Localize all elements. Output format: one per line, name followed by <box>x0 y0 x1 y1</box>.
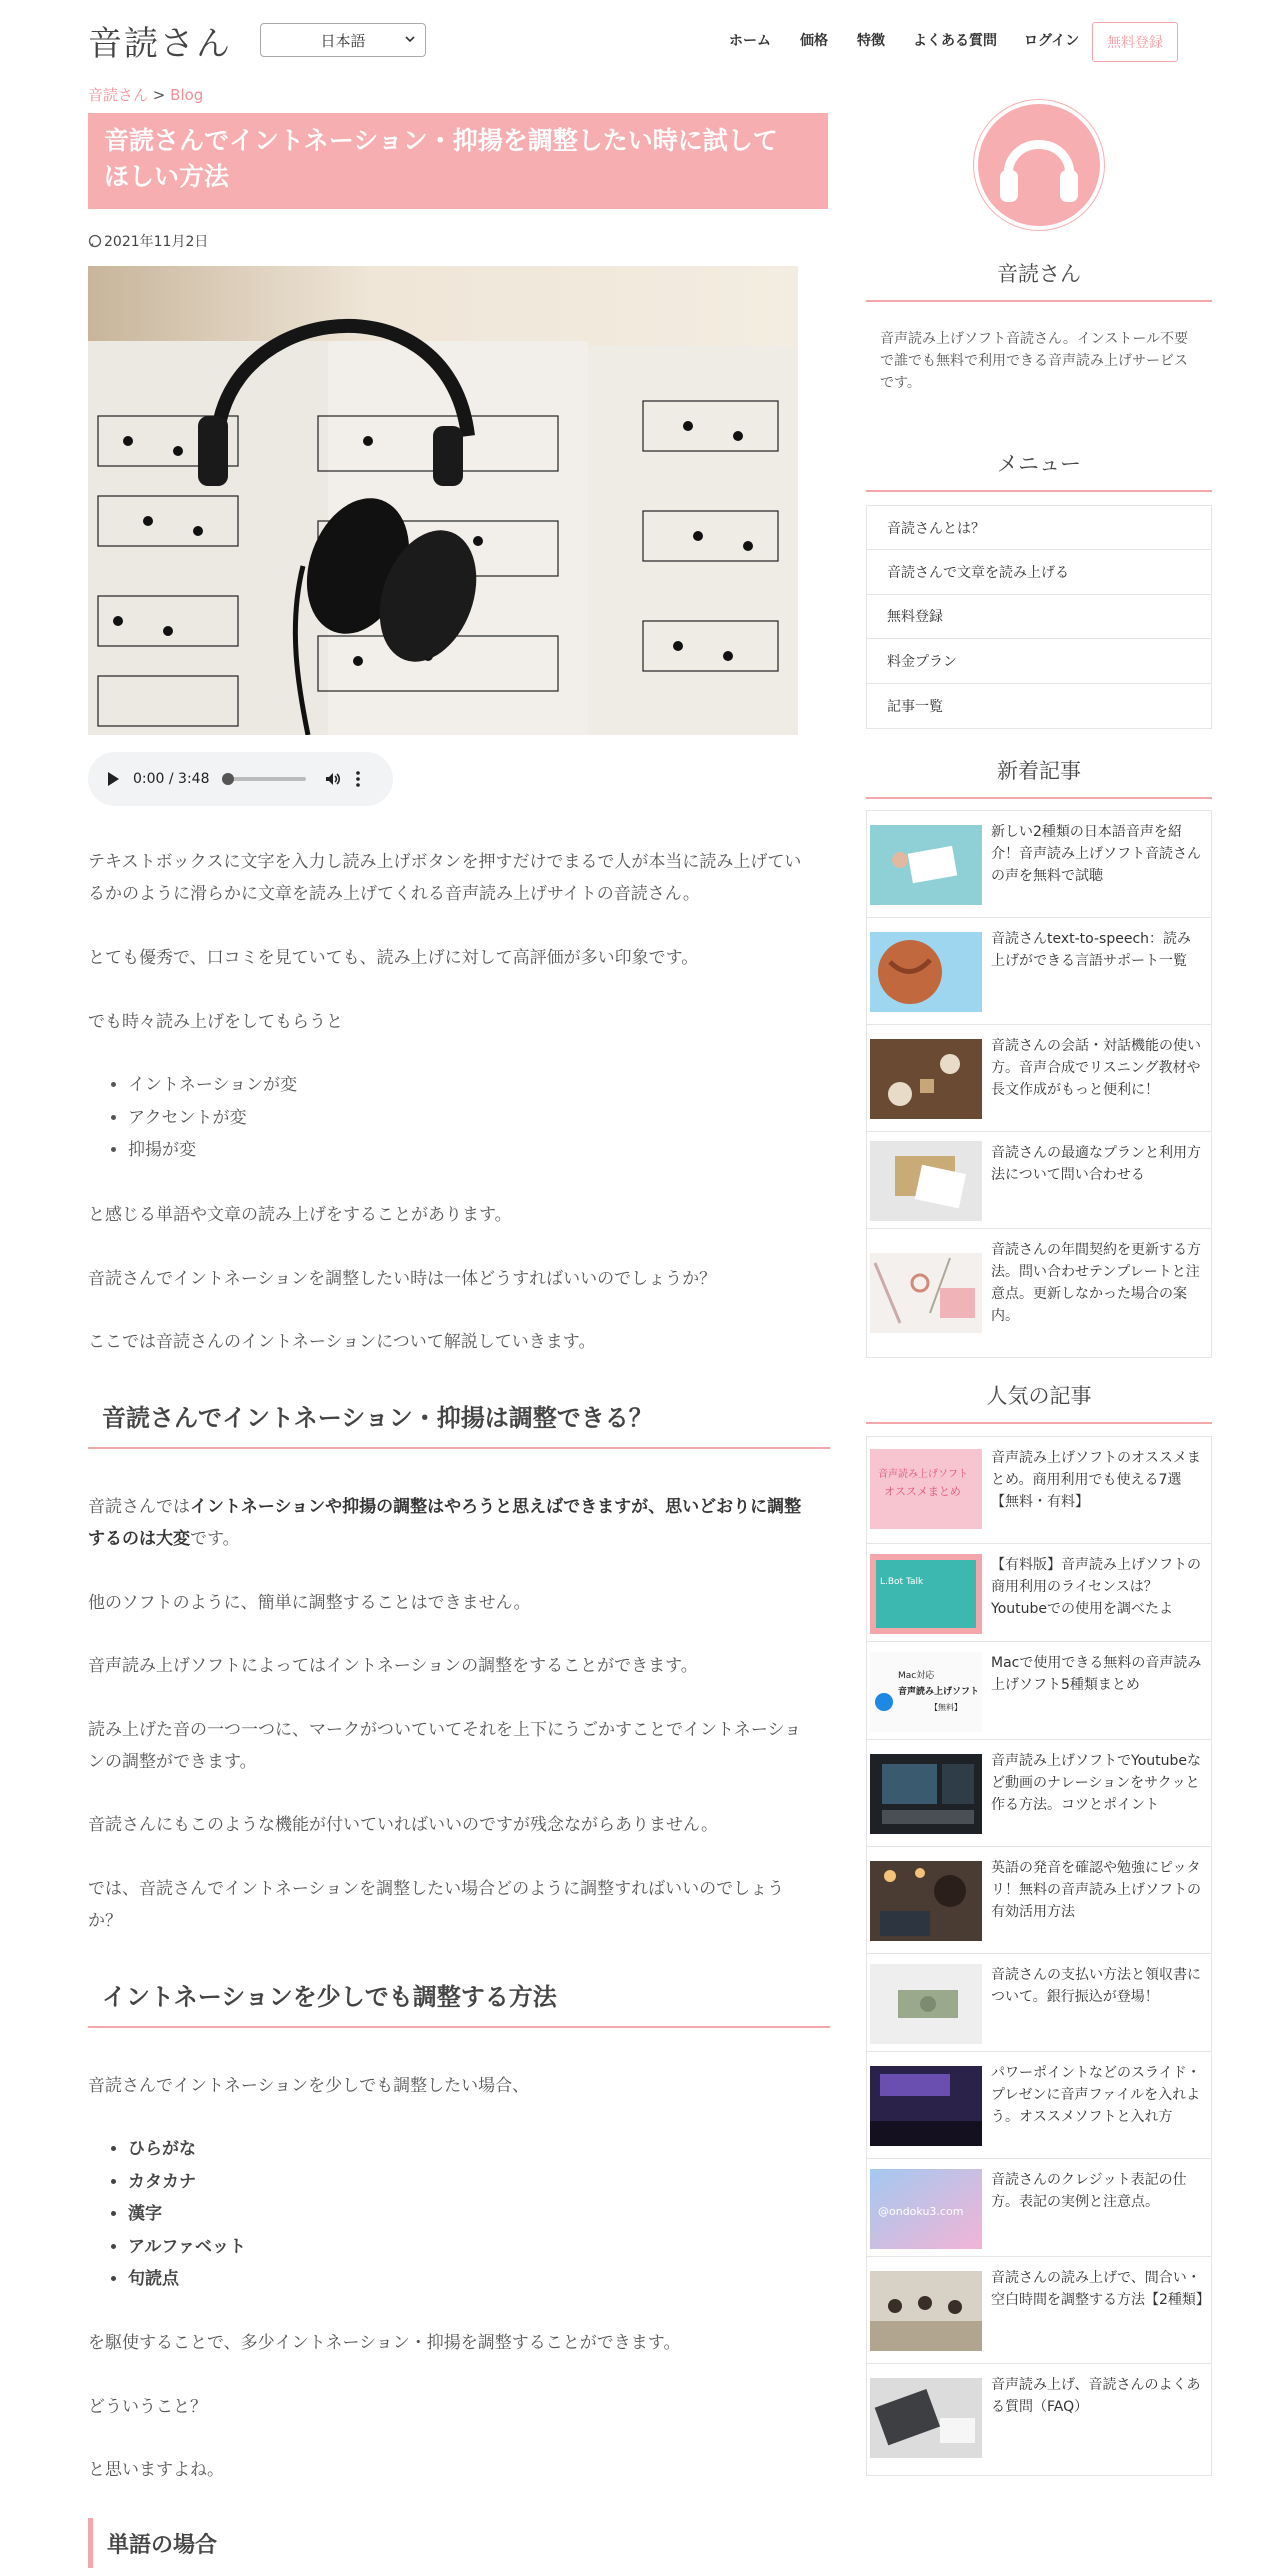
article-title-line: 音読さんでイントネーション・抑揚を調整したい時に試して <box>104 126 778 155</box>
post-date-text: 2021年11月2日 <box>104 234 209 250</box>
post-title[interactable]: 音読さんの年間契約を更新する方法。問い合わせテンプレートと注意点。更新しなかった場合の案内。 <box>991 1242 1201 1324</box>
post-date <box>88 231 208 251</box>
sidebar-menu-title: メニュー <box>866 448 1212 492</box>
list-item: • ひらがな <box>128 2133 246 2166</box>
bullet-list <box>128 1069 297 1167</box>
post-item[interactable] <box>867 1437 1211 1544</box>
list-item: • 句読点 <box>128 2263 246 2296</box>
audio-progress-knob[interactable] <box>222 773 234 785</box>
post-item[interactable] <box>867 1132 1211 1229</box>
svg-text:@ondoku3.com: @ondoku3.com <box>878 2205 964 2218</box>
paragraph: 他のソフトのように、簡単に調整することはできません。 <box>88 1593 531 1613</box>
sidebar-menu-item[interactable]: 音読さんで文章を読み上げる <box>867 550 1211 594</box>
play-icon[interactable] <box>108 772 119 786</box>
bold-text: イントネーションや抑揚の調整はやろうと思えばできますが、思いどおりに調整 <box>190 1497 802 1517</box>
paragraph-line: では、音読さんでイントネーションを調整したい場合どのように調整すればいいのでしょう <box>88 1879 785 1899</box>
paragraph-line: 読み上げた音の一つ一つに、マークがついていてそれを上下にうごかすことでイントネーショ <box>88 1720 802 1740</box>
paragraph <box>88 1491 830 1555</box>
post-title[interactable]: 音読さんの最適なプランと利用方法について問い合わせる <box>991 1145 1201 1183</box>
breadcrumb <box>88 84 203 105</box>
nav-faq[interactable]: よくある質問 <box>913 33 997 49</box>
post-thumbnail <box>870 825 982 905</box>
breadcrumb-separator: > <box>152 86 166 104</box>
post-item[interactable] <box>867 918 1211 1025</box>
hero-image-headphones-sheet-music <box>88 266 798 735</box>
post-thumbnail <box>870 1141 982 1221</box>
sidebar-new-title: 新着記事 <box>866 755 1212 799</box>
text-span: 音読さんでは <box>88 1497 190 1517</box>
svg-text:【無料】: 【無料】 <box>930 1703 962 1712</box>
post-thumbnail <box>870 1964 982 2044</box>
paragraph <box>88 846 830 910</box>
post-item[interactable] <box>867 1847 1211 1954</box>
volume-icon[interactable] <box>324 770 342 788</box>
nav-price[interactable]: 価格 <box>800 33 828 49</box>
sidebar-menu-item[interactable]: 音読さんとは？ <box>867 506 1211 550</box>
breadcrumb-home[interactable]: 音読さん <box>88 86 149 104</box>
post-thumbnail <box>870 1039 982 1119</box>
paragraph: 音読さんでイントネーションを少しでも調整したい場合、 <box>88 2076 530 2096</box>
post-title[interactable]: 音読さんtext-to-speech：読み上げができる言語サポート一覧 <box>991 931 1192 969</box>
post-title[interactable]: パワーポイントなどのスライド・プレゼンに音声ファイルを入れよう。オススメソフトと入れ方 <box>991 2065 1201 2125</box>
post-item[interactable] <box>867 1544 1211 1642</box>
post-thumbnail <box>870 932 982 1012</box>
audio-progress-slider[interactable] <box>226 777 306 781</box>
headphones-icon <box>978 104 1100 226</box>
post-item[interactable] <box>867 811 1211 918</box>
paragraph <box>88 1714 830 1778</box>
article-title <box>88 113 828 209</box>
post-thumbnail <box>870 1652 982 1732</box>
post-thumbnail <box>870 2066 982 2146</box>
svg-text:オススメまとめ: オススメまとめ <box>884 1485 961 1498</box>
post-thumbnail <box>870 2378 982 2458</box>
sidebar-menu <box>866 505 1212 729</box>
list-item: • アクセントが変 <box>128 1102 297 1135</box>
sidebar-menu-item[interactable]: 無料登録 <box>867 595 1211 639</box>
sidebar-profile-title: 音読さん <box>866 258 1212 302</box>
post-item[interactable] <box>867 2052 1211 2159</box>
post-item[interactable] <box>867 1229 1211 1357</box>
paragraph: ここでは音読さんのイントネーションについて解説していきます。 <box>88 1332 596 1352</box>
more-options-icon[interactable] <box>356 771 360 787</box>
article-title-line: ほしい方法 <box>104 162 230 191</box>
paragraph <box>88 1873 830 1937</box>
paragraph: でも時々読み上げをしてもらうと <box>88 1012 343 1032</box>
paragraph: 音読さんでイントネーションを調整したい時は一体どうすればいいのでしょうか？ <box>88 1269 717 1289</box>
sidebar-menu-item[interactable]: 記事一覧 <box>887 698 943 715</box>
paragraph-line: ンの調整ができます。 <box>88 1752 257 1772</box>
svg-text:音声読み上げソフト: 音声読み上げソフト <box>878 1469 968 1480</box>
post-title[interactable]: 英語の発音を確認や勉強にピッタリ！無料の音声読み上げソフトの有効活用方法 <box>991 1860 1201 1920</box>
post-title[interactable]: Macで使用できる無料の音声読み上げソフト5種類まとめ <box>991 1655 1202 1693</box>
list-item: • イントネーションが変 <box>128 1069 297 1102</box>
post-item[interactable] <box>867 2257 1211 2364</box>
paragraph: と感じる単語や文章の読み上げをすることがあります。 <box>88 1205 512 1225</box>
paragraph: と思いますよね。 <box>88 2460 224 2480</box>
chevron-down-icon <box>403 32 417 46</box>
post-thumbnail <box>870 1253 982 1333</box>
language-select-value: 日本語 <box>320 31 366 50</box>
paragraph-line: か？ <box>88 1911 122 1931</box>
sidebar-profile-desc: 音声読み上げソフト音読さん。インストール不要で誰でも無料で利用できる音声読み上げサービスです。 <box>880 331 1189 391</box>
bold-text: するのは大変 <box>88 1529 190 1549</box>
post-item[interactable] <box>867 2364 1211 2475</box>
list-item: • 漢字 <box>128 2198 246 2231</box>
post-title[interactable]: 新しい2種類の日本語音声を紹介！音声読み上げソフト音読さんの声を無料で試聴 <box>991 824 1201 884</box>
post-title[interactable]: 音声読み上げソフトでYoutubeなど動画のナレーションをサクッと作る方法。コツとポイント <box>991 1753 1201 1813</box>
post-thumbnail <box>870 1449 982 1529</box>
post-thumbnail <box>870 2271 982 2351</box>
audio-player[interactable] <box>88 752 393 806</box>
language-select[interactable] <box>260 23 426 57</box>
post-thumbnail <box>870 2169 982 2249</box>
paragraph: 音読さんにもこのような機能が付いていればいいのですが残念ながらありません。 <box>88 1815 719 1835</box>
list-item: • カタカナ <box>128 2166 246 2199</box>
svg-text:Mac対応: Mac対応 <box>898 1671 935 1681</box>
sidebar-menu-item[interactable]: 料金プラン <box>867 639 1211 683</box>
profile-avatar <box>974 100 1104 230</box>
post-item[interactable] <box>867 1025 1211 1132</box>
post-thumbnail <box>870 1554 982 1634</box>
sidebar-popular-title: 人気の記事 <box>866 1380 1212 1424</box>
post-title[interactable]: 音読さんのクレジット表記の仕方。表記の実例と注意点。 <box>991 2172 1187 2210</box>
post-title[interactable]: 【有料版】音声読み上げソフトの商用利用のライセンスは？Youtubeでの使用を調べたよ <box>991 1557 1201 1617</box>
section-heading: 音読さんでイントネーション・抑揚は調整できる？ <box>88 1398 830 1449</box>
bullet-list <box>128 2133 246 2296</box>
section-heading: イントネーションを少しでも調整する方法 <box>88 1977 830 2028</box>
paragraph: どういうこと？ <box>88 2397 207 2417</box>
paragraph: を駆使することで、多少イントネーション・抑揚を調整することができます。 <box>88 2333 681 2353</box>
nav-home[interactable]: ホーム <box>729 33 771 49</box>
post-title[interactable]: 音読さんの読み上げで、間合い・空白時間を調整する方法【2種類】 <box>991 2270 1210 2308</box>
nav-features[interactable]: 特徴 <box>857 33 885 49</box>
paragraph-line: るかのように滑らかに文章を読み上げてくれる音声読み上げサイトの音読さん。 <box>88 884 700 904</box>
post-item[interactable] <box>867 1642 1211 1740</box>
list-item: • 抑揚が変 <box>128 1134 297 1167</box>
clock-icon <box>88 234 102 248</box>
paragraph-line: テキストボックスに文字を入力し読み上げボタンを押すだけでまるで人が本当に読み上げてい <box>88 852 802 872</box>
post-item[interactable] <box>867 1740 1211 1847</box>
new-posts-list <box>866 810 1212 1358</box>
signup-button[interactable]: 無料登録 <box>1092 22 1178 62</box>
popular-posts-list <box>866 1436 1212 2476</box>
nav-login[interactable]: ログイン <box>1024 33 1080 49</box>
site-logo[interactable]: 音読さん <box>88 24 232 64</box>
svg-text:音声読み上げソフト: 音声読み上げソフト <box>898 1687 980 1697</box>
paragraph: 音声読み上げソフトによってはイントネーションの調整をすることができます。 <box>88 1656 698 1676</box>
post-thumbnail <box>870 1861 982 1941</box>
text-span: です。 <box>190 1529 240 1549</box>
breadcrumb-blog[interactable]: Blog <box>170 86 204 104</box>
post-item[interactable] <box>867 1954 1211 2052</box>
post-title[interactable]: 音読さんの会話・対話機能の使い方。音声合成でリスニング教材や長文作成がもっと便利に！ <box>991 1038 1201 1098</box>
post-title[interactable]: 音読さんの支払い方法と領収書について。銀行振込が登場！ <box>991 1967 1201 2005</box>
audio-time: 0:00 / 3:48 <box>133 771 210 787</box>
post-title[interactable]: 音声読み上げソフトのオススメまとめ。商用利用でも使える7選【無料・有料】 <box>991 1450 1201 1510</box>
svg-text:L.Bot Talk: L.Bot Talk <box>880 1577 924 1587</box>
post-thumbnail <box>870 1754 982 1834</box>
list-item: • アルファベット <box>128 2231 246 2264</box>
post-title[interactable]: 音声読み上げ、音読さんのよくある質問（FAQ） <box>991 2377 1201 2415</box>
post-item[interactable] <box>867 2159 1211 2257</box>
subsection-heading: 単語の場合 <box>88 2518 217 2568</box>
paragraph: とても優秀で、口コミを見ていても、読み上げに対して高評価が多い印象です。 <box>88 948 699 968</box>
